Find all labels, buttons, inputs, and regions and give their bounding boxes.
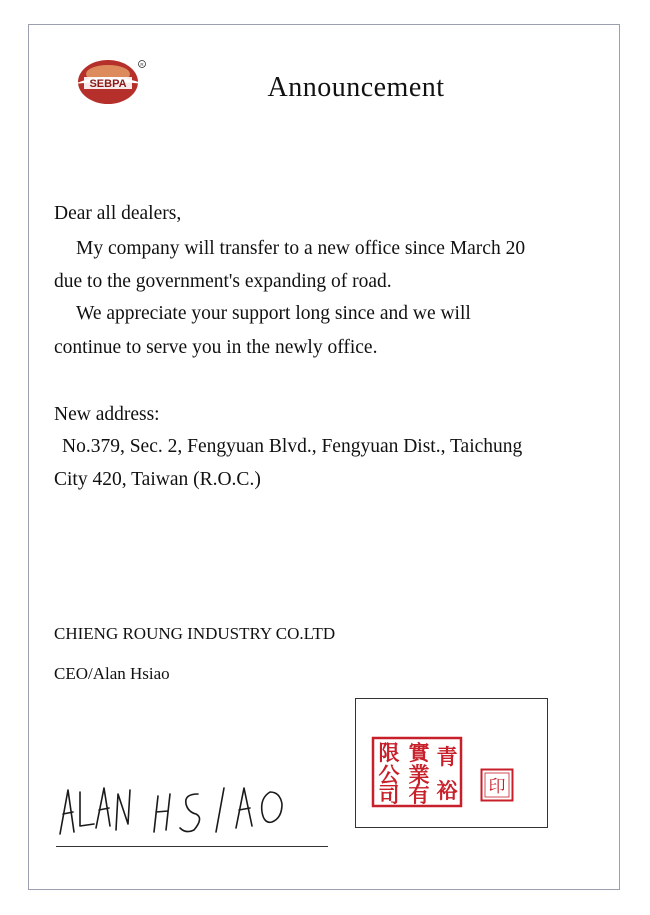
company-seal (371, 736, 463, 808)
paragraph-2-line-1: We appreciate your support long since and we will (76, 303, 471, 324)
svg-text:R: R (140, 62, 144, 67)
address-line-2: City 420, Taiwan (R.O.C.) (54, 469, 261, 490)
personal-seal (480, 768, 514, 802)
seal-char-8: 司 (378, 783, 400, 807)
paragraph-2-line-2: continue to serve you in the newly office. (54, 337, 378, 358)
seal-char-5: 業 (408, 763, 430, 787)
greeting: Dear all dealers, (54, 203, 182, 224)
address-label: New address: (54, 404, 160, 425)
handwritten-signature (58, 778, 308, 838)
seal-char-3: 限 (378, 741, 400, 765)
logo-text: SEBPA (89, 78, 127, 90)
signature-line (56, 846, 328, 847)
seal-char-4: 裕 (436, 779, 458, 803)
paragraph-1-line-1: My company will transfer to a new office since March 20 (76, 238, 526, 259)
seal-char-7: 有 (408, 783, 430, 807)
personal-seal-char: 印 (488, 777, 506, 797)
page-title: Announcement (267, 72, 445, 103)
seal-char-2: 實 (408, 741, 430, 765)
paragraph-1-line-2: due to the government's expanding of road. (54, 271, 392, 292)
seal-char-6: 公 (378, 763, 400, 787)
address-line-1: No.379, Sec. 2, Fengyuan Blvd., Fengyuan Dist., Taichung (62, 436, 523, 457)
ceo-name: CEO/Alan Hsiao (54, 664, 170, 683)
seal-char-1: 青 (436, 745, 458, 769)
company-name: CHIENG ROUNG INDUSTRY CO.LTD (54, 624, 336, 643)
